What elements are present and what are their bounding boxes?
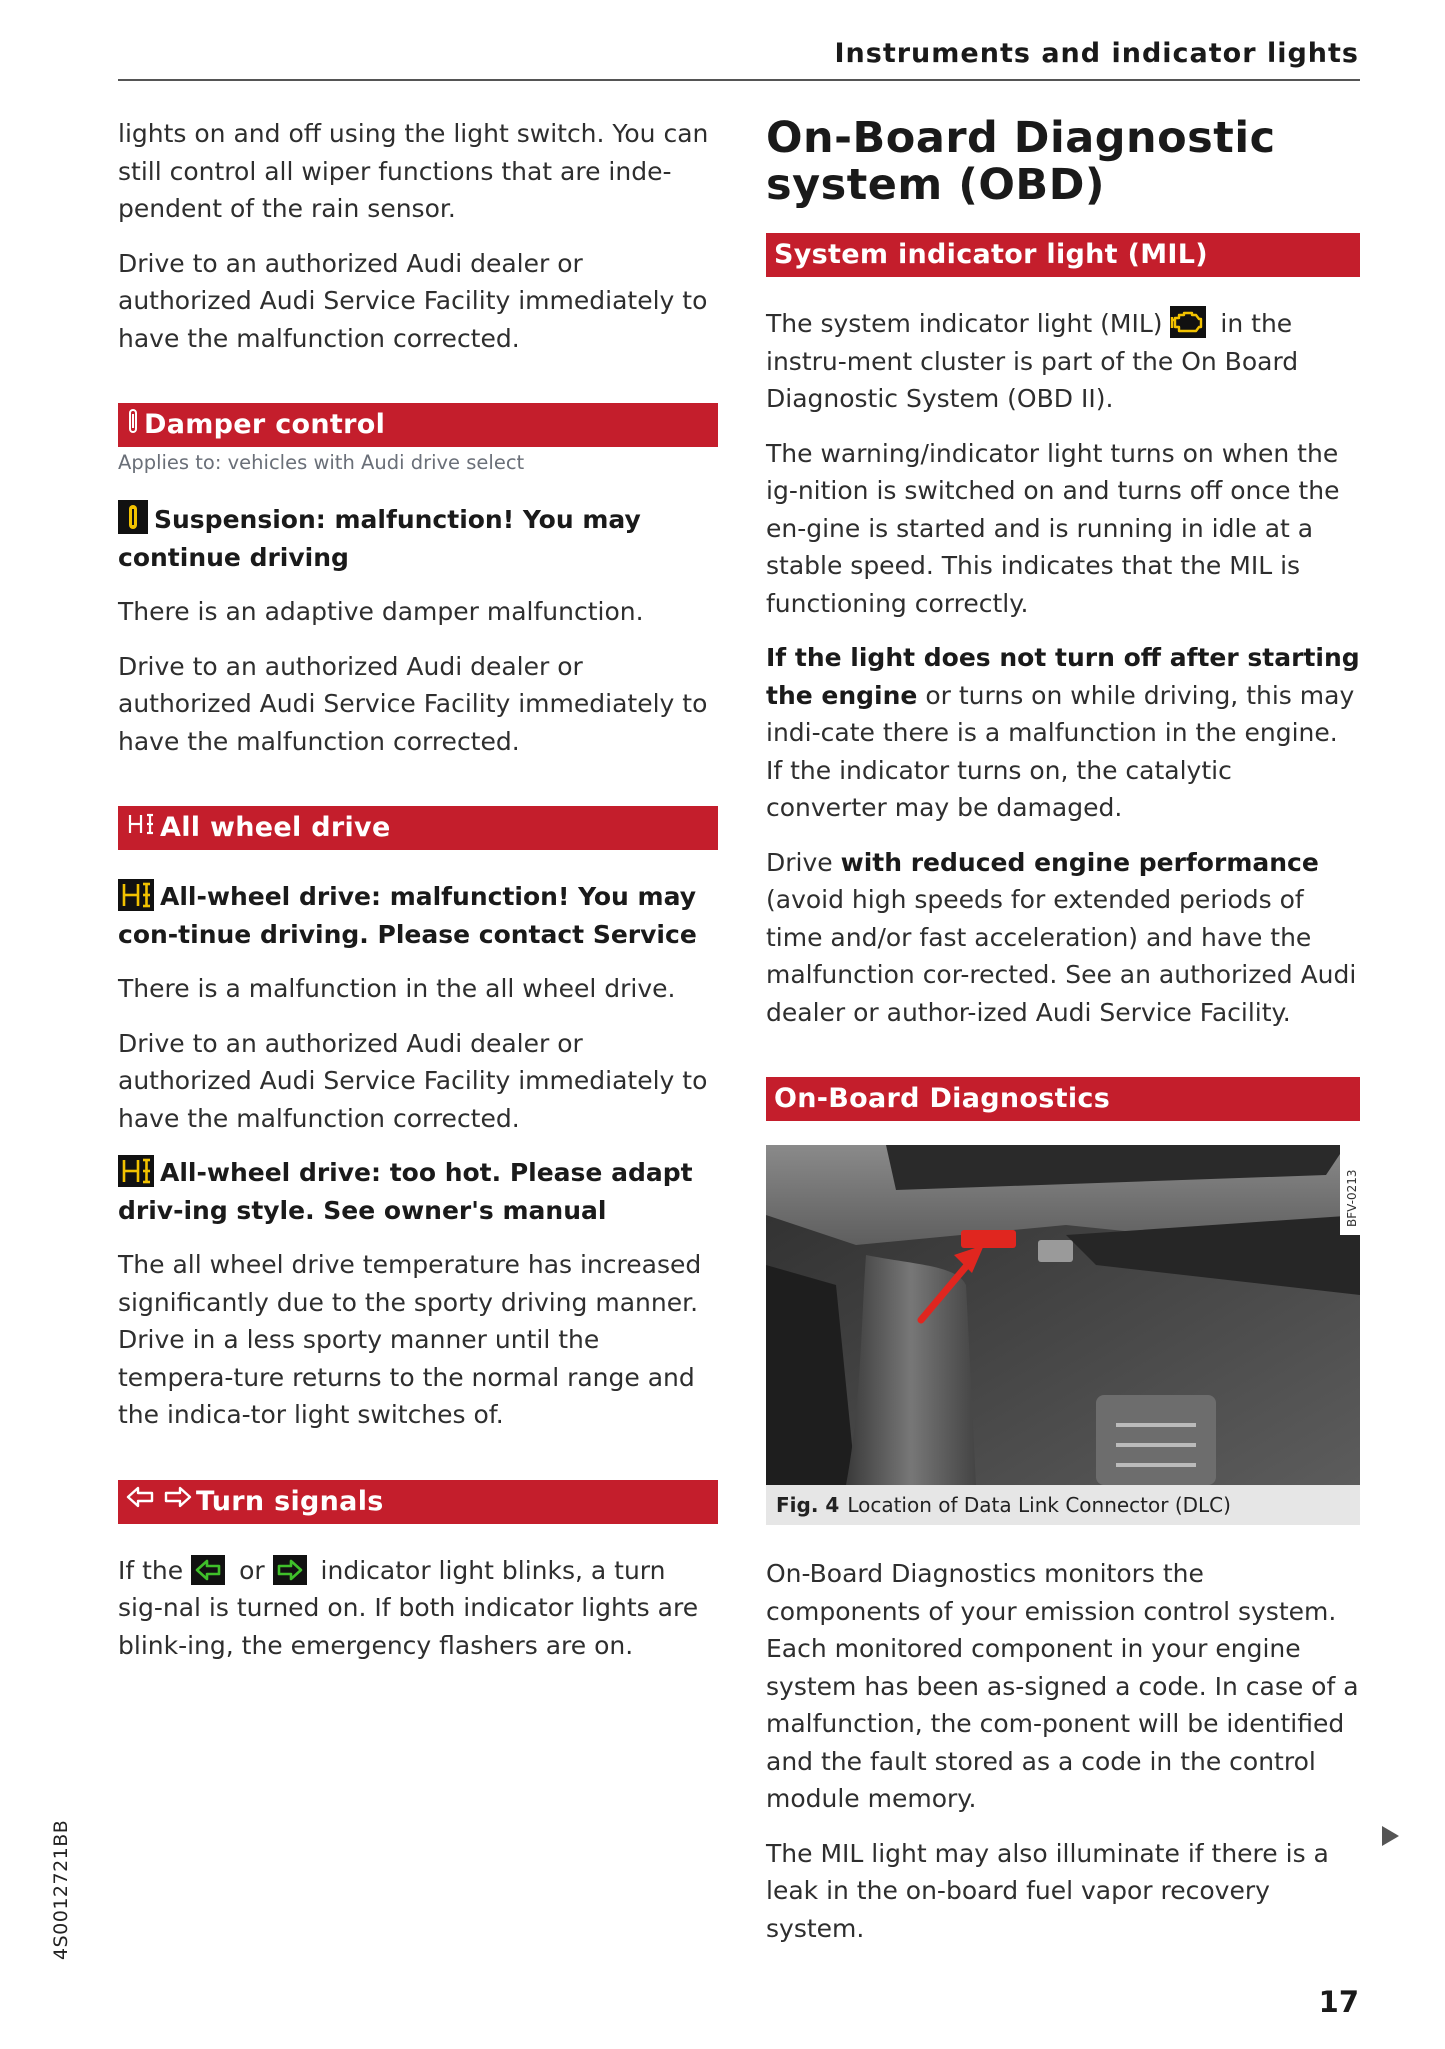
awd-paragraph-1: There is a malfunction in the all wheel drive. <box>118 974 676 1003</box>
turn-text-a: If the <box>118 1555 184 1585</box>
damper-control-heading-text: Damper control <box>144 409 386 440</box>
suspension-warning-icon <box>118 500 148 534</box>
dlc-illustration <box>766 1145 1360 1485</box>
turn-signal-arrows-icon <box>126 1480 192 1524</box>
awd-paragraph-2: Drive to an authorized Audi dealer or authorized Audi Service Facility immediately to have the malfunction corrected. <box>118 1028 708 1133</box>
mil-paragraph-3 <box>766 639 1360 827</box>
suspension-malfunction-message <box>118 500 718 576</box>
damper-icon <box>126 404 140 448</box>
mil-text-rest: or turns on while driving, this may indi-cate there is a malfunction in the engine. If the indicator turns on, the catalytic converter may be damaged. <box>766 680 1355 822</box>
mil-text-a: The system indicator light (MIL) <box>766 309 1163 338</box>
mil-heading: System indicator light (MIL) <box>766 233 1360 277</box>
all-wheel-drive-heading <box>118 806 718 850</box>
awd-warning-icon <box>118 879 154 911</box>
figure-caption-text: Location of Data Link Connector (DLC) <box>847 1493 1231 1517</box>
intro-paragraph-2: Drive to an authorized Audi dealer or authorized Audi Service Facility immediately to have the malfunction corrected. <box>118 248 708 353</box>
turn-signals-heading-text: Turn signals <box>196 1485 384 1517</box>
reduced-performance-phrase: with reduced engine performance <box>840 847 1319 877</box>
running-header: Instruments and indicator lights <box>834 38 1359 69</box>
awd-icon <box>126 807 156 851</box>
left-column <box>118 115 718 1681</box>
applies-to-note: Applies to: vehicles with Audi drive select <box>118 451 525 474</box>
awd-malfunction-text: All-wheel drive: malfunction! You may con-tinue driving. Please contact Service <box>118 882 697 949</box>
obd-paragraph-1: On-Board Diagnostics monitors the components of your emission control system. Each monitored component in your engine system has been as-signed a code. In case of a malfunction, the com-ponent will be identified and the fault stored as a code in the control module memory. <box>766 1559 1359 1813</box>
right-turn-indicator-icon <box>273 1555 307 1585</box>
mil-paragraph-4 <box>766 844 1360 1032</box>
damper-paragraph-2: Drive to an authorized Audi dealer or authorized Audi Service Facility immediately to have the malfunction corrected. <box>118 651 708 756</box>
mil-text-b: in the instru-ment cluster is part of the On Board Diagnostic System (OBD II). <box>766 309 1299 413</box>
page-number: 17 <box>1318 1985 1359 2019</box>
turn-text-b: indicator light blinks, a turn sig-nal is turned on. If both indicator lights are blink-ing, the emergency flashers are on. <box>118 1555 699 1660</box>
turn-signals-heading <box>118 1480 718 1524</box>
dlc-location-figure <box>766 1145 1360 1485</box>
check-engine-icon <box>1170 306 1206 338</box>
mil-bold-phrase: If the light does not turn off after starting the engine <box>766 643 1360 710</box>
figure-label: Fig. 4 <box>776 1493 840 1517</box>
mil-paragraph-2: The warning/indicator light turns on when the ig-nition is switched on and turns off once the en-gine is started and is running in idle at a stable speed. This indicates that the MIL is functioning correctly. <box>766 438 1340 618</box>
damper-control-heading <box>118 403 718 447</box>
awd-malfunction-message <box>118 878 718 953</box>
awd-hot-icon <box>118 1155 154 1187</box>
turn-signals-paragraph <box>118 1552 718 1665</box>
suspension-malfunction-text: Suspension: malfunction! You may continue driving <box>118 505 641 572</box>
turn-text-or: or <box>239 1555 265 1585</box>
on-board-diagnostics-heading: On-Board Diagnostics <box>766 1077 1360 1121</box>
right-column <box>766 115 1360 1964</box>
all-wheel-drive-heading-text: All wheel drive <box>160 812 391 843</box>
intro-paragraph-1: lights on and off using the light switch. You can still control all wiper functions that are inde-pendent of the rain sensor. <box>118 119 709 223</box>
left-turn-indicator-icon <box>191 1555 225 1585</box>
damper-paragraph-1: There is an adaptive damper malfunction. <box>118 597 644 626</box>
mil-paragraph-1 <box>766 305 1360 418</box>
awd-paragraph-3: The all wheel drive temperature has increased significantly due to the sporty driving manner. Drive in a less sporty manner until the tempera-ture returns to the normal range and the indica-tor light switches of. <box>118 1250 702 1429</box>
figure-caption <box>766 1485 1360 1525</box>
awd-too-hot-message <box>118 1154 718 1229</box>
obd-section-title: On-Board Diagnostic system (OBD) <box>766 113 1276 210</box>
header-divider <box>118 79 1360 81</box>
continued-arrow-icon <box>1382 1826 1399 1846</box>
mil-avoid-text: (avoid high speeds for extended periods of time and/or fast acceleration) and have the malfunction cor-rected. See an authorized Audi dealer or author-ized Audi Service Facility. <box>766 885 1357 1027</box>
figure-code: BFV-0213 <box>1345 1169 1359 1227</box>
mil-drive-text: Drive <box>766 847 833 877</box>
document-code: 4S0012721BB <box>50 1819 72 1960</box>
obd-paragraph-2: The MIL light may also illuminate if there is a leak in the on-board fuel vapor recovery system. <box>766 1838 1329 1943</box>
awd-too-hot-text: All-wheel drive: too hot. Please adapt driv-ing style. See owner's manual <box>118 1158 693 1225</box>
